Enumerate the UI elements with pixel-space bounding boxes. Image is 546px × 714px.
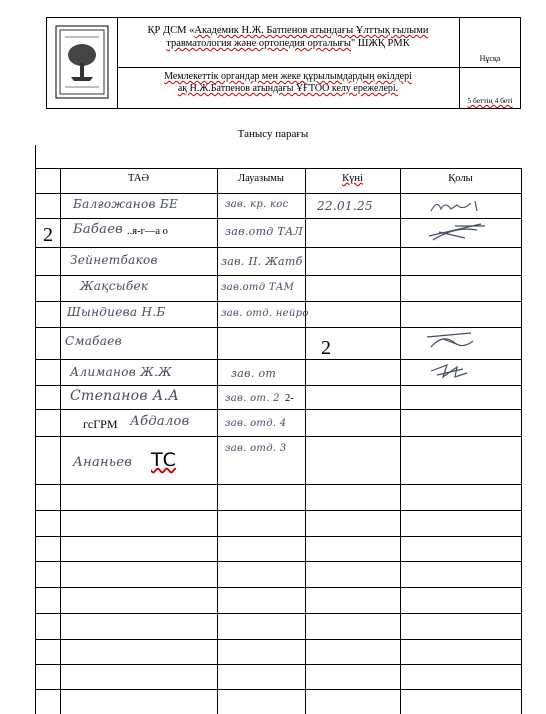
typed-overlay-text: гсГРМ	[83, 417, 118, 431]
column-header-position: Лауазымы	[238, 173, 284, 184]
document-header	[46, 17, 521, 109]
handwritten-position: зав. кр. кос	[225, 199, 289, 210]
handwritten-name: Смабаев	[65, 334, 122, 348]
handwritten-name: Ананьев	[73, 455, 133, 470]
signature-mark	[425, 220, 489, 242]
acknowledgement-table	[35, 145, 522, 714]
signature-mark	[427, 361, 471, 381]
handwritten-name: Абдалов	[130, 414, 190, 429]
typed-overlay-number: 2	[43, 224, 53, 246]
handwritten-name: Бабаев	[73, 222, 124, 237]
column-header-name: ТАӘ	[127, 173, 150, 184]
handwritten-name: Степанов А.А	[70, 388, 180, 404]
version-label: Нұсқа	[479, 54, 501, 63]
column-header-date: Күні	[342, 173, 363, 184]
typed-overlay-text: ТС	[151, 449, 176, 471]
handwritten-name: Зейнетбаков	[70, 253, 158, 267]
signature-mark	[427, 197, 487, 215]
typed-overlay-number: 2	[321, 337, 331, 359]
handwritten-position: зав. от	[231, 367, 277, 380]
organization-name: ҚР ДСМ «Академик Н.Ж. Батпенов атындағы Ұлттық ғылыми травматология және ортопедия орталығы" ШЖҚ РМК	[147, 25, 429, 49]
typed-overlay-text: ..я-г—а о	[127, 226, 168, 237]
column-header-signature: Қолы	[448, 173, 473, 184]
handwritten-position: зав.отд ТАЛ	[225, 225, 304, 238]
institution-logo	[47, 18, 118, 108]
handwritten-position: зав. от. 2	[225, 393, 280, 404]
handwritten-date: 22.01.25	[317, 199, 373, 213]
handwritten-position: зав. отд. нейро	[221, 308, 309, 319]
typed-overlay-text: 2-	[285, 393, 294, 404]
handwritten-position: зав. ІІ. Жатб	[221, 255, 303, 268]
handwritten-name: Балғожанов БЕ	[73, 197, 179, 211]
document-title: Мемлекеттік органдар мен жеке құрылымдардың өкілдері ақ Н.Ж.Батпенов атындағы ҰҒТОО келу ережелері.	[164, 71, 412, 94]
page-number: 5 беттің 4 беті	[467, 96, 513, 105]
handwritten-name: Алиманов Ж.Ж	[70, 365, 172, 379]
signature-mark	[423, 329, 479, 351]
header-title-block	[117, 18, 460, 108]
handwritten-name: Жақсыбек	[80, 279, 149, 293]
handwritten-position: зав.отд ТАМ	[221, 282, 295, 293]
sheet-title: Танысу парағы	[237, 128, 309, 140]
handwritten-position: зав. отд. 4	[225, 418, 287, 429]
handwritten-position: зав. отд. 3	[225, 443, 287, 454]
handwritten-name: Шындиева Н.Б	[67, 305, 166, 319]
